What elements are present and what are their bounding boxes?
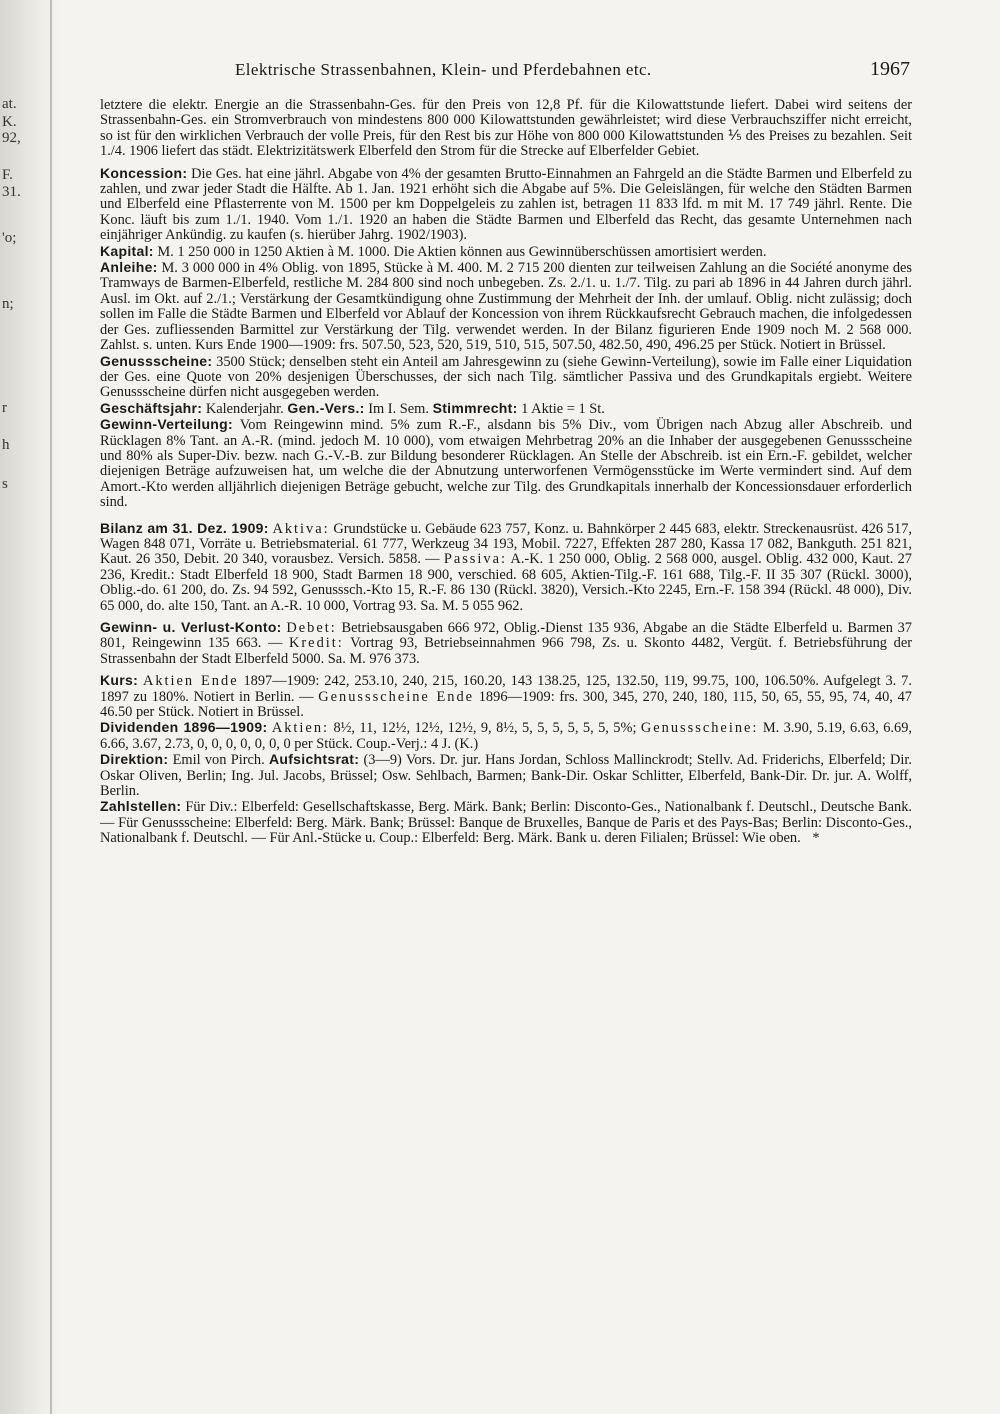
geschaeftsjahr-text: Kalenderjahr. bbox=[205, 400, 284, 417]
kurs-genuss-text: 1896—1909: frs. 300, 345, 270, 240, 180, 115, 50, 65, 55, 95, 74, 40, 47 46.50 per Stück. Notiert in Brüssel. bbox=[100, 688, 912, 721]
genussscheine-heading: Genussscheine: bbox=[100, 352, 213, 369]
page-header bbox=[100, 60, 910, 84]
margin-fragment: 'o; bbox=[2, 230, 17, 246]
stimmrecht-heading: Stimmrecht: bbox=[432, 399, 518, 416]
geschaeftsjahr-heading: Geschäftsjahr: bbox=[100, 399, 203, 416]
section-geschaeftsjahr bbox=[100, 401, 912, 417]
zahlstellen-text: Für Div.: Elberfeld: Gesellschaftskasse, Berg. Märk. Bank; Berlin: Disconto-Ges., Nationalbank f. Deutschl., Deutsche Bank. — Für Genussscheine: Elberfeld: Berg. Märk. Bank; Brüssel: Banque de Bruxelles, Banque de Paris et des Pays-Bas; Berlin: Disconto-Ges., Nationalbank f. Deutschl. — Für Anl.-Stücke u. Coup.: Elberfeld: Berg. Märk. Bank u. deren Filialen; Brüssel: Wie oben. bbox=[100, 799, 912, 847]
genussscheine-text: 3500 Stück; denselben steht ein Anteil am Jahresgewinn zu (siehe Gewinn-Verteilung), sowie im Falle einer Liquidation der Ges. eine Quote von 20% desjenigen Überschusses, der sich nach Tilg. sämtlicher Passiva und des Grundkapitals ergiebt. Weitere Genussscheine dürfen nicht ausgegeben werden. bbox=[100, 353, 912, 401]
section-direktion bbox=[100, 752, 912, 799]
stimmrecht-text: 1 Aktie = 1 St. bbox=[521, 400, 605, 417]
kurs-aktien-text: 1897—1909: 242, 253.10, 240, 215, 160.20, 143 138.25, 125, 132.50, 119, 99.75, 100, 106.50%. Aufgelegt 3. 7. 1897 zu 180%. Notiert in Berlin. — bbox=[100, 673, 912, 705]
margin-fragment: at. bbox=[2, 96, 17, 112]
margin-fragment: s bbox=[2, 476, 8, 492]
section-kapital bbox=[100, 244, 912, 260]
dividenden-heading: Dividenden 1896—1909: bbox=[100, 719, 268, 736]
page-number: 1967 bbox=[870, 58, 910, 80]
section-guv bbox=[100, 620, 912, 667]
kredit-label: Kredit: bbox=[289, 635, 344, 652]
aufsichtsrat-heading: Aufsichtsrat: bbox=[268, 751, 360, 768]
page-body bbox=[100, 98, 912, 847]
end-mark: * bbox=[812, 830, 820, 847]
zahlstellen-heading: Zahlstellen: bbox=[100, 798, 182, 815]
gewinn-verteilung-text: Vom Reingewinn mind. 5% zum R.-F., alsdann bis 5% Div., vom Übrigen nach Abzug aller Abschreib. und Rücklagen 8% Tant. an A.-R. (mind. jedoch M. 10 000), vom etwaigen Mehrbetrag 20% an die Inhaber der ausgegebenen Genussscheine und 80% als Super-Div. bezw. nach G.-V.-B. zur Bildung besonderer Rücklagen. An Stelle der Abschreib. ist ein Ern.-F. gebildet, welcher diejenigen Beträge aufzuweisen hat, um welche die der Abnutzung unterworfenen Vermögensstücke im Werte vermindert sind. Auf dem Amort.-Kto werden alljährlich diejenigen Beträge gebucht, welche zur Tilg. des Grundkapitals innerhalb der Koncessionsdauer erforderlich sind. bbox=[100, 417, 912, 511]
aufsichtsrat-text: (3—9) Vors. Dr. jur. Hans Jordan, Schloss Mallinckrodt; Stellv. Ad. Friderichs, Elberfeld; Dir. Oskar Oliven, Berlin; Ing. Jul. Jacobs, Brüssel; Osw. Sehlbach, Barmen; Bank-Dir. Oskar Schlitter, Elberfeld, Bank-Dir. Dr. jur. A. Wolff, Berlin. bbox=[100, 752, 912, 800]
gen-vers-text: Im I. Sem. bbox=[368, 400, 429, 417]
section-zahlstellen bbox=[100, 799, 912, 846]
div-genuss-text: M. 3.90, 5.19, 6.63, 6.69, 6.66, 3.67, 2.73, 0, 0, 0, 0, 0, 0, 0 per Stück. Coup.-Verj.: 4 J. (K.) bbox=[100, 720, 912, 752]
gutter-divider bbox=[50, 0, 52, 1414]
section-gewinn-verteilung bbox=[100, 417, 912, 510]
kurs-aktien-label: Aktien Ende bbox=[142, 673, 239, 690]
guv-heading: Gewinn- u. Verlust-Konto: bbox=[100, 619, 282, 635]
gen-vers-heading: Gen.-Vers.: bbox=[287, 399, 365, 416]
bilanz-passiva-text: A.-K. 1 250 000, Oblig. 2 568 000, ausgel. Oblig. 432 000, Kaut. 27 236, Kredit.: Stadt Elberfeld 18 900, Stadt Barmen 18 900, verschied. 68 605, Aktien-Tilg.-F. 161 688, Tilg.-F. II 35 307 (Rückl. 3000), Oblig.-do. 61 200, do. Zs. 94 592, Genusssch.-Kto 15, R.-F. 86 130 (Rückl. 3820), Versich.-Kto 2245, Ern.-F. 158 394 (Rückl. 48 000), Div. 65 000, do. alte 150, Tant. an A.-R. 10 000, Vortrag 93. Sa. M. 5 055 962. bbox=[100, 551, 912, 614]
guv-debet-text: Betriebsausgaben 666 972, Oblig.-Dienst 135 936, Abgabe an die Städte Elberfeld u. Barmen 37 801, Reingewinn 135 663. — bbox=[100, 620, 912, 652]
passiva-label: Passiva: bbox=[443, 551, 507, 568]
kurs-heading: Kurs: bbox=[100, 672, 139, 689]
aktiva-label: Aktiva: bbox=[272, 520, 330, 537]
margin-fragment: K. bbox=[2, 114, 17, 130]
gewinn-verteilung-heading: Gewinn-Verteilung: bbox=[100, 416, 233, 433]
section-dividenden bbox=[100, 720, 912, 752]
section-anleihe bbox=[100, 260, 912, 353]
margin-fragment: n; bbox=[2, 296, 14, 312]
margin-fragment: 31. bbox=[2, 184, 21, 200]
section-bilanz bbox=[100, 521, 912, 614]
div-aktien-text: 8½, 11, 12½, 12½, 12½, 9, 8½, 5, 5, 5, 5, 5, 5, 5%; bbox=[333, 720, 637, 737]
intro-text: letztere die elektr. Energie an die Strassenbahn-Ges. für den Preis von 12,8 Pf. für die Kilowattstunde liefert. Dabei wird seitens der Strassenbahn-Ges. ein Stromverbrauch von mindestens 800 000 Kilowattstunden gewährleistet; wird diese Verbrauchsziffer nicht erreicht, so ist für den wirklichen Verbrauch der volle Preis, für den Rest bis zur Höhe von 800 000 Kilowattstunden ⅕ des Preises zu bezahlen. Seit 1./4. 1906 liefert das städt. Elektrizitätswerk Elberfeld den Strom für die Strecke auf Elberfelder Gebiet. bbox=[100, 97, 912, 160]
running-title: Elektrische Strassenbahnen, Klein- und Pferdebahnen etc. bbox=[235, 60, 652, 79]
section-koncession bbox=[100, 166, 912, 244]
debet-label: Debet: bbox=[286, 620, 337, 636]
bilanz-heading: Bilanz am 31. Dez. 1909: bbox=[100, 519, 269, 536]
margin-fragment: F. bbox=[2, 167, 13, 183]
div-aktien-label: Aktien: bbox=[271, 720, 330, 737]
book-gutter bbox=[0, 0, 62, 1414]
guv-kredit-text: Vortrag 93, Betriebseinnahmen 966 798, Zs. u. Skonto 4482, Vergüt. f. Betriebsführung der Strassenbahn der Stadt Elberfeld 5000. Sa. M. 976 373. bbox=[100, 635, 912, 667]
koncession-heading: Koncession: bbox=[100, 164, 188, 181]
margin-fragment: r bbox=[2, 400, 7, 416]
anleihe-text: M. 3 000 000 in 4% Oblig. von 1895, Stücke à M. 400. M. 2 715 200 dienten zur teilweisen Zahlung an die Société anonyme des Tramways de Barmen-Elberfeld, restliche M. 284 800 sind noch unbegeben. Zs. 2./1. u. 1./7. Tilg. zu pari ab 1896 in 44 Jahren durch jährl. Ausl. im Okt. auf 2./1.; Verstärkung der Gesamtkündigung ohne Zustimmung der Mehrheit der Inh. der umlauf. Oblig. nicht zulässig; doch sollen im Falle die Städte Barmen und Elberfeld vor Ablauf der Koncession von ihrem Rückkaufsrecht Gebrauch machen, die infolgedessen der Ges. zufliessenden Barmittel zur Verstärkung der Tilg. verwendet werden. In der Bilanz figurieren Ende 1909 noch M. 2 568 000. Zahlst. s. unten. Kurs Ende 1900—1909: frs. 507.50, 523, 520, 519, 510, 515, 507.50, 482.50, 490, 496.25 per Stück. Notiert in Brüssel. bbox=[100, 260, 912, 354]
kurs-genuss-label: Genussscheine Ende bbox=[318, 688, 475, 705]
margin-fragment: h bbox=[2, 437, 10, 453]
direktion-text: Emil von Pirch. bbox=[172, 752, 265, 769]
kapital-heading: Kapital: bbox=[100, 242, 154, 259]
bilanz-aktiva-text: Grundstücke u. Gebäude 623 757, Konz. u. Bahnkörper 2 445 683, elektr. Streckenausrüst. 426 517, Wagen 848 071, Vorräte u. Betriebsmaterial. 61 777, Werkzeug 34 193, Mobil. 7227, Effekten 287 280, Kassa 17 082, Bankguth. 251 821, Kaut. 26 350, Debit. 20 340, vorausbez. Versich. 5858. — bbox=[100, 520, 912, 568]
koncession-text: Die Ges. hat eine jährl. Abgabe von 4% der gesamten Brutto-Einnahmen an Fahrgeld an die Städte Barmen und Elberfeld zu zahlen, und zwar jeder Stadt die Hälfte. Ab 1. Jan. 1921 erhöht sich die Abgabe auf 5%. Die Geleislängen, für welche den Städten Barmen und Elberfeld eine Pflasterrente von M. 1500 per km Doppelgeleis zu zahlen ist, betragen 11 833 lfd. m mit M. 17 749 jährl. Rente. Die Konc. läuft bis zum 1./1. 1940. Vom 1./1. 1920 an haben die Städte Barmen und Elberfeld das Recht, das gesamte Unternehmen nach einjähriger Ankündig. zu kaufen (s. hierüber Jahrg. 1902/1903). bbox=[100, 165, 912, 244]
kapital-text: M. 1 250 000 in 1250 Aktien à M. 1000. Die Aktien können aus Gewinnüberschüssen amortisiert werden. bbox=[157, 243, 767, 260]
anleihe-heading: Anleihe: bbox=[100, 259, 158, 276]
direktion-heading: Direktion: bbox=[100, 751, 169, 768]
section-kurs bbox=[100, 673, 912, 720]
paragraph-intro bbox=[100, 98, 912, 160]
div-genuss-label: Genussscheine: bbox=[640, 720, 759, 737]
margin-fragment: 92, bbox=[2, 130, 21, 146]
section-genussscheine bbox=[100, 354, 912, 401]
